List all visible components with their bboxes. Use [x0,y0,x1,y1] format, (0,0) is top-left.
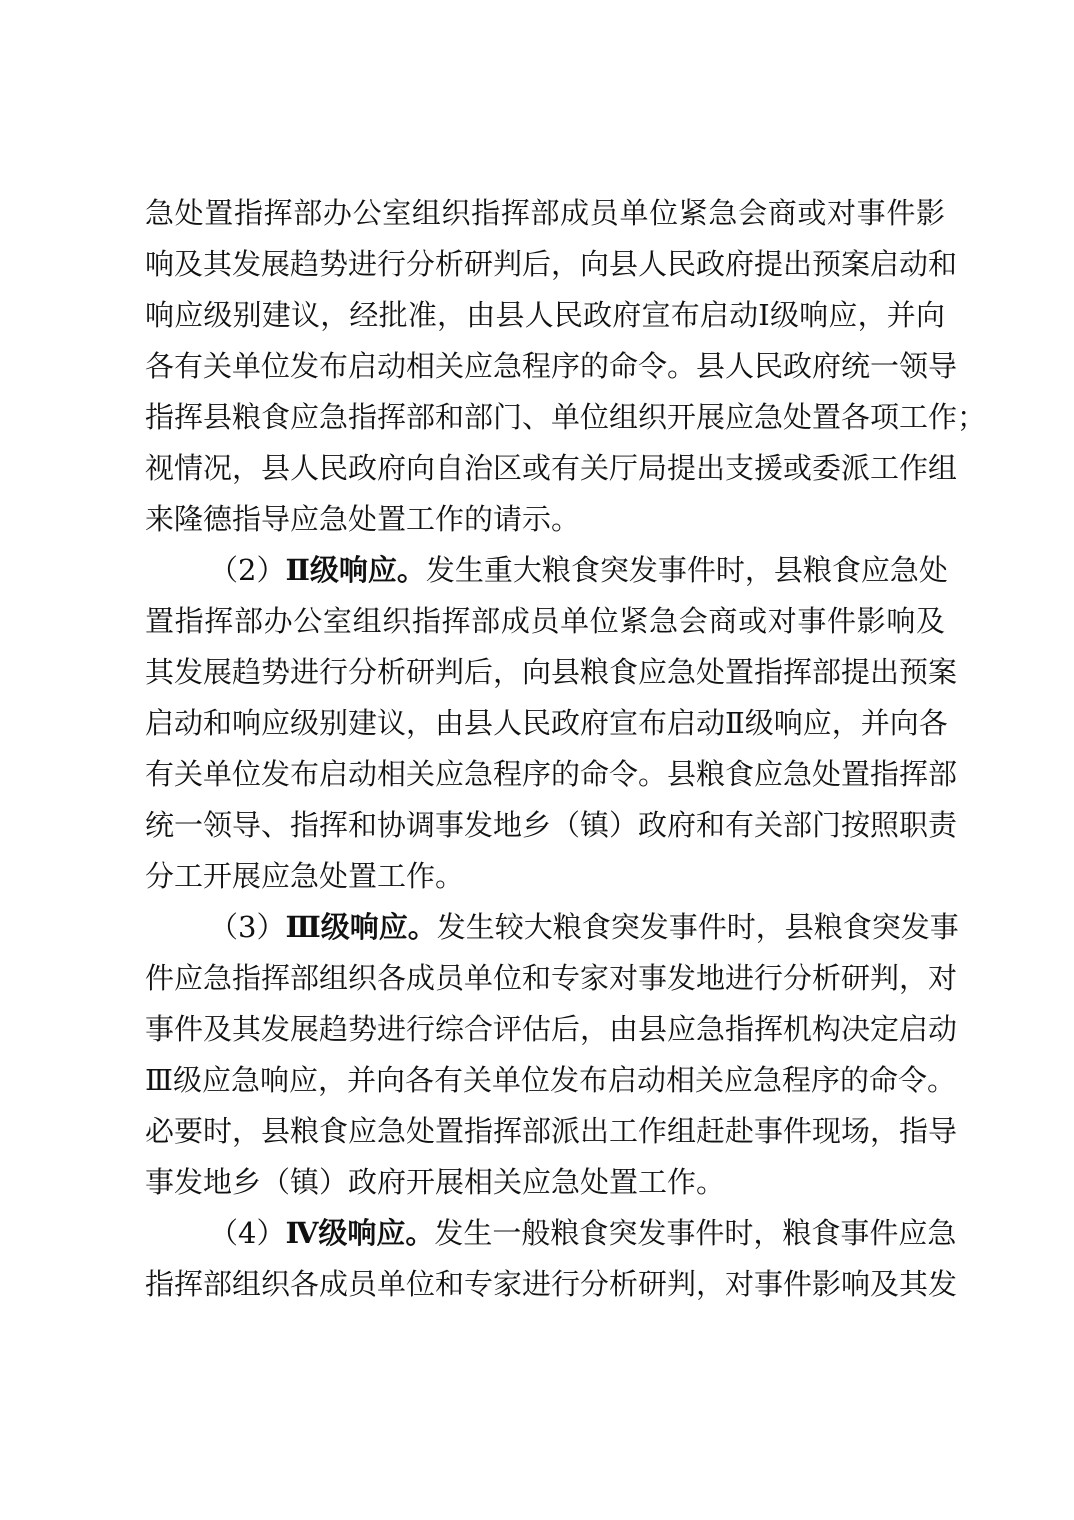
text-run: 发生较大粮食突发事件时，县粮食突发事 [436,910,959,944]
text-line: 件应急指挥部组织各成员单位和专家对事发地进行分析研判，对 [145,961,958,995]
item-number: （2） [209,553,286,587]
text-line: 来隆德指导应急处置工作的请示。 [145,502,581,536]
text-line: 视情况，县人民政府向自治区或有关厅局提出支援或委派工作组 [145,451,958,485]
text-line: 必要时，县粮食应急处置指挥部派出工作组赶赴事件现场，指导 [145,1114,958,1148]
text-line: 响及其发展趋势进行分析研判后，向县人民政府提出预案启动和 [145,247,958,281]
section-heading: Ⅱ级响应。 [285,553,426,587]
paragraph-level-3 [145,902,959,1208]
text-line: 分工开展应急处置工作。 [145,859,465,893]
text-line: 事发地乡（镇）政府开展相关应急处置工作。 [145,1165,726,1199]
paragraph-first-line [145,902,959,953]
paragraph-level-4 [145,1208,958,1310]
text-line: 有关单位发布启动相关应急程序的命令。县粮食应急处置指挥部 [145,757,958,791]
text-line: 急处置指挥部办公室组织指挥部成员单位紧急会商或对事件影 [145,196,945,230]
text-line: Ⅲ级应急响应，并向各有关单位发布启动相关应急程序的命令。 [145,1063,956,1097]
text-line: 各有关单位发布启动相关应急程序的命令。县人民政府统一领导 [145,349,958,383]
item-number: （4） [209,1216,286,1250]
body-text [145,188,987,1310]
text-line: 指挥部组织各成员单位和专家进行分析研判，对事件影响及其发 [145,1267,958,1301]
text-line: 启动和响应级别建议，由县人民政府宣布启动Ⅱ级响应，并向各 [145,706,948,740]
item-number: （3） [209,910,286,944]
paragraph-level-2 [145,545,958,902]
paragraph-first-line [145,1208,957,1259]
section-heading: Ⅲ级响应。 [285,910,437,944]
text-line: 置指挥部办公室组织指挥部成员单位紧急会商或对事件影响及 [145,604,945,638]
section-heading: Ⅳ级响应。 [285,1216,435,1250]
text-line: 事件及其发展趋势进行综合评估后，由县应急指挥机构决定启动 [145,1012,958,1046]
text-line: 指挥县粮食应急指挥部和部门、单位组织开展应急处置各项工作； [145,400,987,434]
text-line: 其发展趋势进行分析研判后，向县粮食应急处置指挥部提出预案 [145,655,958,689]
text-line: 统一领导、指挥和协调事发地乡（镇）政府和有关部门按照职责 [145,808,958,842]
text-line: 响应级别建议，经批准，由县人民政府宣布启动Ⅰ级响应，并向 [145,298,945,332]
paragraph-first-line [145,545,948,596]
paragraph-level-1-continued [145,188,987,545]
text-run: 发生重大粮食突发事件时，县粮食应急处 [425,553,948,587]
text-run: 发生一般粮食突发事件时，粮食事件应急 [434,1216,957,1250]
